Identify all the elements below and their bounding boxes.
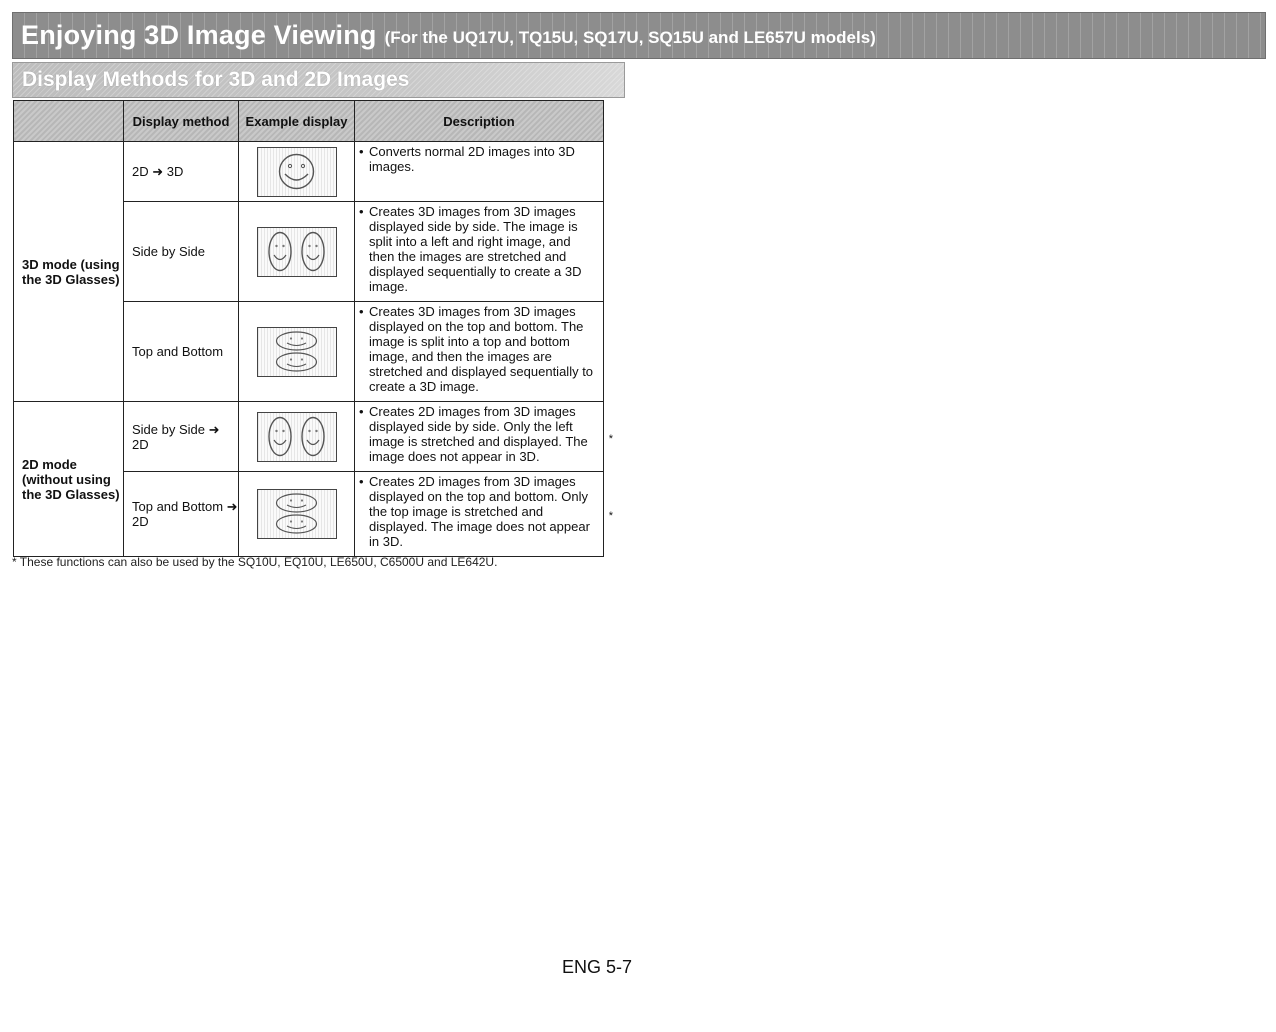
example-cell (239, 302, 355, 402)
display-methods-table (13, 100, 613, 557)
header-mode (14, 101, 124, 142)
example-cell (239, 402, 355, 472)
top-and-bottom-faces-icon (257, 489, 337, 539)
top-and-bottom-faces-icon (257, 327, 337, 377)
side-by-side-faces-icon (257, 227, 337, 277)
description-cell (355, 142, 604, 202)
description-text: Converts normal 2D images into 3D images. (369, 144, 575, 174)
example-cell (239, 202, 355, 302)
example-cell (239, 142, 355, 202)
section-header-bar (12, 62, 625, 98)
section-title: Display Methods for 3D and 2D Images (22, 68, 410, 91)
method-cell: Side by Side ➜ 2D (124, 402, 239, 472)
table-row (14, 402, 604, 472)
method-cell: Top and Bottom (124, 302, 239, 402)
mode-cell-3d: 3D mode (using the 3D Glasses) (14, 142, 124, 402)
bullet-mark: • (359, 304, 364, 319)
description-text: Creates 3D images from 3D images displayed on the top and bottom. The image is split into a top and bottom image, and then the images are stretched and displayed sequentially to create a 3D image. (369, 304, 594, 394)
description-text: Creates 2D images from 3D images displayed side by side. Only the left image is stretched and displayed. The image does not appear in 3D. (369, 404, 588, 464)
bullet-mark: • (359, 404, 364, 419)
description-cell (355, 202, 604, 302)
method-cell: Top and Bottom ➜ 2D (124, 472, 239, 557)
bullet-mark: • (359, 144, 364, 159)
mode-cell-2d: 2D mode (without using the 3D Glasses) (14, 402, 124, 557)
footnote-marker: * (608, 433, 613, 446)
footnote: * These functions can also be used by the SQ10U, EQ10U, LE650U, C6500U and LE642U. (12, 555, 498, 569)
single-face-icon (257, 147, 337, 197)
bullet-mark: • (359, 204, 364, 219)
page-title: Enjoying 3D Image Viewing (21, 20, 377, 50)
side-by-side-faces-icon (257, 412, 337, 462)
bullet-mark: • (359, 474, 364, 489)
method-cell: 2D ➜ 3D (124, 142, 239, 202)
page-title-bar (12, 12, 1266, 59)
description-text: Creates 2D images from 3D images displayed on the top and bottom. Only the top image is stretched and displayed. The image does not appear in 3D. (369, 474, 590, 549)
table-row (14, 142, 604, 202)
page-subtitle: (For the UQ17U, TQ15U, SQ17U, SQ15U and LE657U models) (384, 28, 876, 47)
method-cell: Side by Side (124, 202, 239, 302)
description-text: Creates 3D images from 3D images displayed side by side. The image is split into a left and right image, and then the images are stretched and displayed sequentially to create a 3D image. (369, 204, 582, 294)
header-example-display: Example display (239, 101, 355, 142)
example-cell (239, 472, 355, 557)
header-display-method: Display method (124, 101, 239, 142)
description-cell (355, 472, 613, 557)
description-cell (355, 402, 613, 472)
header-description: Description (355, 101, 604, 142)
page-number: ENG 5-7 (562, 957, 633, 977)
table-header-row (14, 101, 604, 142)
footnote-marker: * (608, 509, 613, 522)
description-cell (355, 302, 604, 402)
